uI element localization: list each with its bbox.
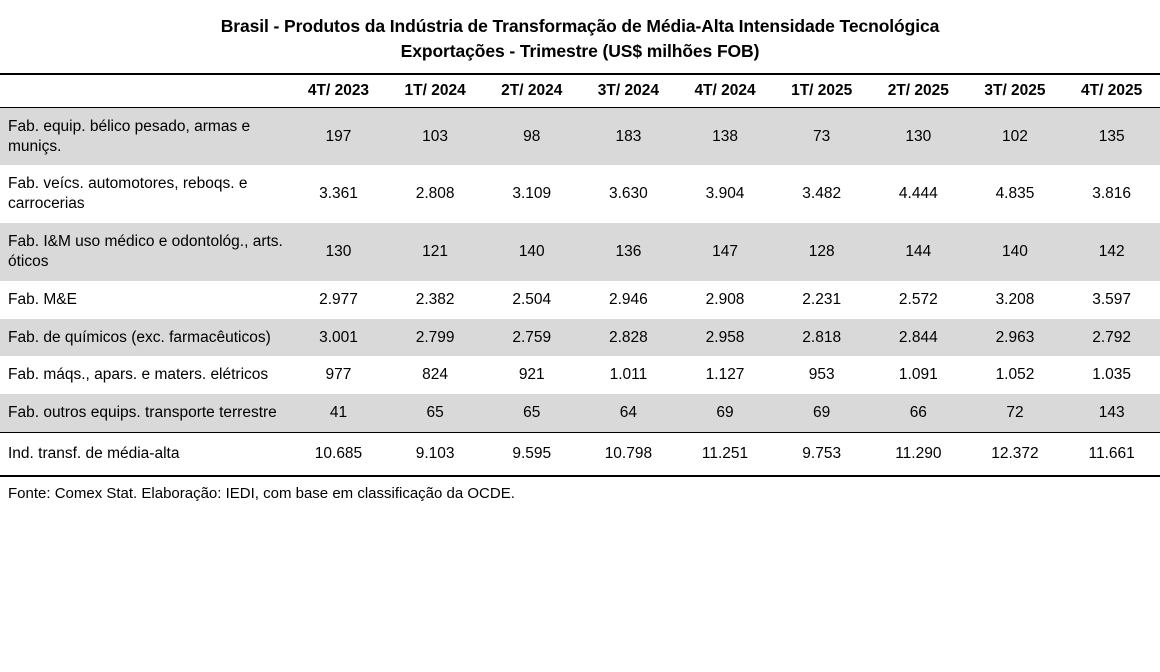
table-row — [0, 281, 1160, 319]
row-value: 140 — [483, 223, 580, 281]
row-value: 1.127 — [677, 356, 774, 394]
row-value: 2.799 — [387, 319, 484, 357]
column-header-6: 2T/ 2025 — [870, 74, 967, 108]
page-title-line-2: Exportações - Trimestre (US$ milhões FOB) — [400, 41, 760, 62]
row-value: 72 — [967, 394, 1064, 432]
row-label: Fab. outros equips. transporte terrestre — [0, 394, 290, 432]
column-header-5: 1T/ 2025 — [773, 74, 870, 108]
total-row-value: 11.661 — [1063, 433, 1160, 476]
row-value: 144 — [870, 223, 967, 281]
row-value: 65 — [483, 394, 580, 432]
table-row — [0, 107, 1160, 165]
row-value: 2.572 — [870, 281, 967, 319]
total-row-value: 9.595 — [483, 433, 580, 476]
row-value: 142 — [1063, 223, 1160, 281]
row-value: 2.382 — [387, 281, 484, 319]
row-value: 3.109 — [483, 165, 580, 223]
total-row-value: 9.753 — [773, 433, 870, 476]
row-value: 3.482 — [773, 165, 870, 223]
row-value: 41 — [290, 394, 387, 432]
row-value: 977 — [290, 356, 387, 394]
column-header-1: 1T/ 2024 — [387, 74, 484, 108]
page-title-line-1: Brasil - Produtos da Indústria de Transformação de Média-Alta Intensidade Tecnológica — [220, 16, 940, 36]
row-value: 135 — [1063, 107, 1160, 165]
row-value: 2.844 — [870, 319, 967, 357]
table-row — [0, 165, 1160, 223]
column-header-0: 4T/ 2023 — [290, 74, 387, 108]
row-value: 2.504 — [483, 281, 580, 319]
row-value: 4.835 — [967, 165, 1064, 223]
total-row-value: 9.103 — [387, 433, 484, 476]
row-value: 2.908 — [677, 281, 774, 319]
row-value: 921 — [483, 356, 580, 394]
row-value: 140 — [967, 223, 1064, 281]
row-value: 66 — [870, 394, 967, 432]
row-value: 2.828 — [580, 319, 677, 357]
row-value: 2.759 — [483, 319, 580, 357]
column-header-8: 4T/ 2025 — [1063, 74, 1160, 108]
column-header-7: 3T/ 2025 — [967, 74, 1064, 108]
table-total-row — [0, 433, 1160, 476]
row-label: Fab. M&E — [0, 281, 290, 319]
row-value: 102 — [967, 107, 1064, 165]
row-label: Fab. veícs. automotores, reboqs. e carrocerias — [0, 165, 290, 223]
title-block — [0, 0, 1160, 73]
row-value: 824 — [387, 356, 484, 394]
row-value: 2.958 — [677, 319, 774, 357]
column-header-3: 3T/ 2024 — [580, 74, 677, 108]
column-header-4: 4T/ 2024 — [677, 74, 774, 108]
total-row-value: 12.372 — [967, 433, 1064, 476]
row-value: 183 — [580, 107, 677, 165]
row-label: Fab. I&M uso médico e odontológ., arts. óticos — [0, 223, 290, 281]
row-value: 136 — [580, 223, 677, 281]
row-value: 130 — [870, 107, 967, 165]
row-value: 2.977 — [290, 281, 387, 319]
table-row — [0, 356, 1160, 394]
row-value: 3.904 — [677, 165, 774, 223]
row-value: 2.946 — [580, 281, 677, 319]
total-row-value: 11.290 — [870, 433, 967, 476]
row-value: 69 — [677, 394, 774, 432]
row-value: 197 — [290, 107, 387, 165]
row-value: 2.818 — [773, 319, 870, 357]
row-value: 143 — [1063, 394, 1160, 432]
row-value: 69 — [773, 394, 870, 432]
row-value: 65 — [387, 394, 484, 432]
total-row-value: 10.798 — [580, 433, 677, 476]
row-label: Fab. equip. bélico pesado, armas e muniçs. — [0, 107, 290, 165]
table-row — [0, 223, 1160, 281]
row-value: 2.792 — [1063, 319, 1160, 357]
exports-table — [0, 73, 1160, 477]
row-label: Fab. máqs., apars. e maters. elétricos — [0, 356, 290, 394]
row-value: 147 — [677, 223, 774, 281]
row-label: Fab. de químicos (exc. farmacêuticos) — [0, 319, 290, 357]
row-value: 1.035 — [1063, 356, 1160, 394]
row-value: 3.597 — [1063, 281, 1160, 319]
row-value: 1.091 — [870, 356, 967, 394]
column-header-2: 2T/ 2024 — [483, 74, 580, 108]
row-value: 2.808 — [387, 165, 484, 223]
row-value: 130 — [290, 223, 387, 281]
row-value: 2.963 — [967, 319, 1064, 357]
row-value: 73 — [773, 107, 870, 165]
row-value: 3.630 — [580, 165, 677, 223]
row-value: 2.231 — [773, 281, 870, 319]
row-value: 98 — [483, 107, 580, 165]
row-value: 3.208 — [967, 281, 1064, 319]
total-row-value: 11.251 — [677, 433, 774, 476]
row-value: 953 — [773, 356, 870, 394]
header-corner — [0, 74, 290, 108]
table-row — [0, 394, 1160, 432]
row-value: 4.444 — [870, 165, 967, 223]
row-value: 103 — [387, 107, 484, 165]
total-row-label: Ind. transf. de média-alta — [0, 433, 290, 476]
row-value: 3.816 — [1063, 165, 1160, 223]
table-header — [0, 74, 1160, 108]
row-value: 3.361 — [290, 165, 387, 223]
source-note: Fonte: Comex Stat. Elaboração: IEDI, com base em classificação da OCDE. — [8, 484, 515, 502]
header-row — [0, 74, 1160, 108]
table-body — [0, 107, 1160, 476]
row-value: 1.052 — [967, 356, 1064, 394]
row-value: 64 — [580, 394, 677, 432]
total-row-value: 10.685 — [290, 433, 387, 476]
row-value: 128 — [773, 223, 870, 281]
table-row — [0, 319, 1160, 357]
row-value: 138 — [677, 107, 774, 165]
row-value: 3.001 — [290, 319, 387, 357]
row-value: 1.011 — [580, 356, 677, 394]
row-value: 121 — [387, 223, 484, 281]
